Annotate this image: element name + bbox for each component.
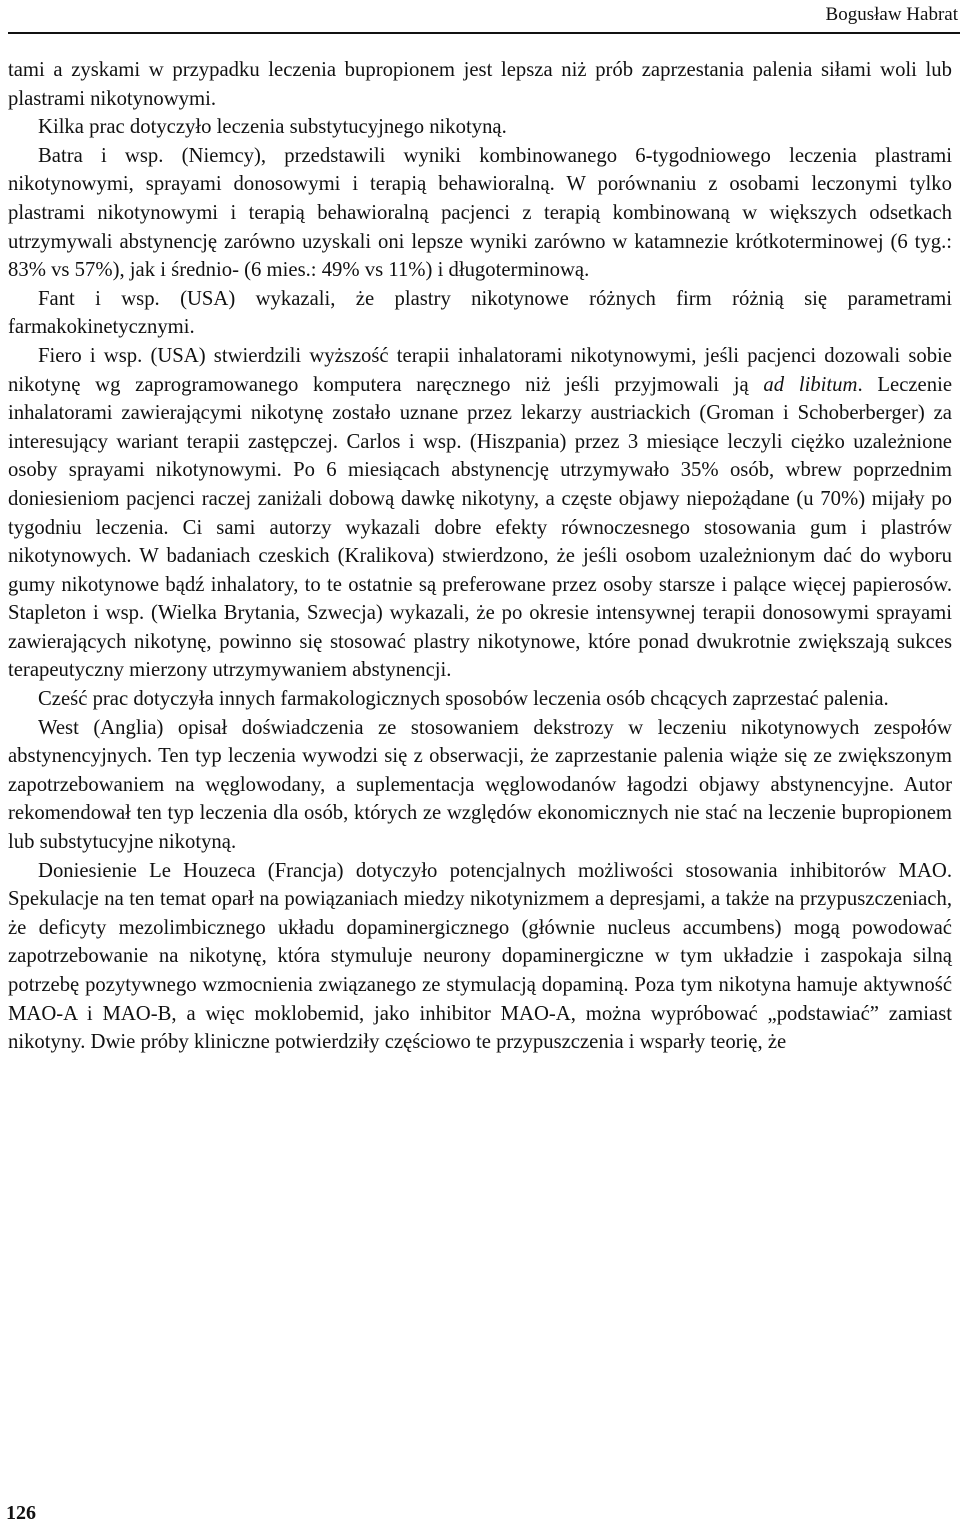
- text-run: Kilka prac dotyczyło leczenia substytucyjnego nikotyną.: [38, 116, 507, 139]
- paragraph: [8, 685, 952, 714]
- page-number: 126: [6, 1502, 36, 1524]
- paragraph: [8, 56, 952, 113]
- paragraph: [8, 142, 952, 285]
- text-run: West (Anglia) opisał doświadczenia ze stosowaniem dekstrozy w leczeniu nikotynowych zespołów abstynencyjnych. Ten typ leczenia wywodzi się z obserwacji, że zaprzestanie palenia wiąże się ze zwiększonym zapotrzebowaniem na węglowodany, a suplementacja węglowodanów łagodzi objawy abstynencyjne. Autor rekomendował ten typ leczenia dla osób, których ze względów ekonomicznych nie stać na leczenie bupropionem lub substytucyjne nikotyną.: [8, 716, 952, 854]
- italic-phrase: ad libitum: [763, 373, 858, 396]
- paragraph: [8, 342, 952, 685]
- header-rule: [8, 32, 960, 34]
- text-run: Fiero i wsp. (USA) stwierdzili wyższość terapii inhalatorami nikotynowymi, jeśli pacjenci dozowali sobie nikotynę wg zaprogramowanego komputera naręcznego niż jeśli przyjmowali ją: [8, 344, 952, 396]
- text-run: . Leczenie inhalatorami zawierającymi nikotynę zostało uznane przez lekarzy austriackich (Groman i Schoberberger) za interesujący wariant terapii zastępczej. Carlos i wsp. (Hiszpania) przez 3 miesiące leczyli ciężko uzależnione osoby sprayami nikotynowymi. Po 6 miesiącach abstynencję utrzymywało 35% osób, wbrew poprzednim doniesieniom pacjenci raczej zaniżali dobową dawkę nikotyny, a częste objawy niepożądane (u 70%) mijały po tygodniu leczenia. Ci sami autorzy wykazali dobre efekty równoczesnego stosowania gum i plastrów nikotynowych. W badaniach czeskich (Kralikova) stwierdzono, że jeśli osobom uzależnionym dać do wyboru gumy nikotynowe bądź inhalatory, to te ostatnie są preferowane przez osoby starsze i palące więcej papierosów. Stapleton i wsp. (Wielka Brytania, Szwecja) wykazali, że po okresie intensywnej terapii donosowymi sprayami zawierających nikotynę, powinno się stosować plastry nikotynowe, które ponad dwukrotnie zwiększają sukces terapeutyczny mierzony utrzymywaniem abstynencji.: [8, 373, 953, 682]
- paragraph: [8, 714, 952, 857]
- paragraph: [8, 113, 952, 142]
- text-run: Doniesienie Le Houzeca (Francja) dotyczyło potencjalnych możliwości stosowania inhibitorów MAO. Spekulacje na ten temat oparł na powiązaniach miedzy nikotynizmem a depresjami, a także na przypuszczeniach, że deficyty mezolimbicznego układu dopaminergicznego (głównie nucleus accumbens) mogą powodować zapotrzebowanie na nikotynę, która stymuluje neurony dopaminergiczne w tym układzie i zaspokaja silną potrzebę pozytywnego wzmocnienia związanego ze stymulacją dopaminą. Poza tym nikotyna hamuje aktywność MAO-A i MAO-B, a więc moklobemid, jako inhibitor MAO-A, można wypróbować „podstawiać” zamiast nikotyny. Dwie próby kliniczne potwierdziły częściowo te przypuszczenia i wsparły teorię, że: [8, 859, 952, 1054]
- paragraph: [8, 285, 952, 342]
- text-run: Cześć prac dotyczyła innych farmakologicznych sposobów leczenia osób chcących zaprzestać palenia.: [38, 688, 889, 711]
- text-run: Fant i wsp. (USA) wykazali, że plastry nikotynowe różnych firm różnią się parametrami farmakokinetycznymi.: [8, 287, 952, 339]
- text-run: Batra i wsp. (Niemcy), przedstawili wyniki kombinowanego 6-tygodniowego leczenia plastrami nikotynowymi, sprayami donosowymi i terapią behawioralną. W porównaniu z osobami leczonymi tylko plastrami nikotynowymi i terapią behawioralną pacjenci z terapią kombinowaną w większych odsetkach utrzymywali abstynencję zarówno uzyskali oni lepsze wyniki zarówno w katamnezie krótkoterminowej (6 tyg.: 83% vs 57%), jak i średnio- (6 mies.: 49% vs 11%) i długoterminową.: [8, 144, 952, 282]
- body-text: [8, 56, 952, 1057]
- running-header: Bogusław Habrat: [825, 4, 958, 25]
- text-run: tami a zyskami w przypadku leczenia bupropionem jest lepsza niż prób zaprzestania palenia siłami woli lub plastrami nikotynowymi.: [8, 59, 952, 110]
- paragraph: [8, 857, 952, 1057]
